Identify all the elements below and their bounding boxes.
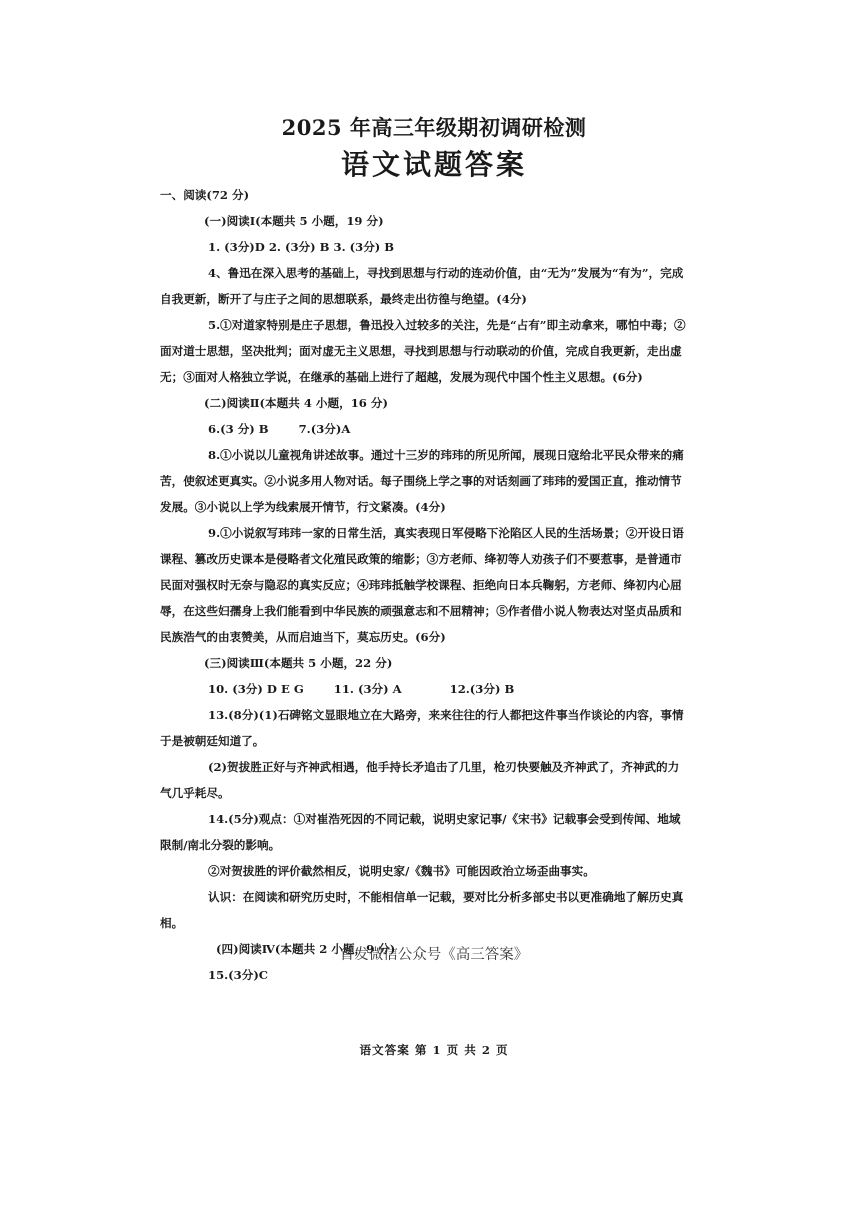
answer-q6: 6.(3 分) B xyxy=(208,422,269,436)
answer-q7: 7.(3分)A xyxy=(298,422,351,436)
exam-title: 2025 年高三年级期初调研检测 xyxy=(281,115,587,140)
answer-q12: 12.(3分) B xyxy=(449,682,515,696)
answer-body xyxy=(160,182,690,988)
page-footer: 语文答案 第 1 页 共 2 页 xyxy=(359,1043,509,1057)
answer-q9: 9.①小说叙写玮玮一家的日常生活，真实表现日军侵略下沦陷区人民的生活场景；②开设日语课程、篡改历史课本是侵略者文化殖民政策的缩影；③方老师、绛初等人劝孩子们不要惹事，是普通市民面对强权时无奈与隐忍的真实反应；④玮玮抵触学校课程、拒绝向日本兵鞠躬，方老师、绛初内心屈辱，在这些妇孺身上我们能看到中华民族的顽强意志和不屈精神；⑤作者借小说人物表达对坚贞品质和民族浩气的由衷赞美，从而启迪当下，莫忘历史。(6分) xyxy=(160,526,684,644)
answer-q10: 10. (3分) D E G xyxy=(208,682,304,696)
answer-q8: 8.①小说以儿童视角讲述故事。通过十三岁的玮玮的所见所闻，展现日寇给北平民众带来的痛苦，使叙述更真实。②小说多用人物对话。每子围绕上学之事的对话刻画了玮玮的爱国正直，推动情节发展。③小说以上学为线索展开情节，行文紧凑。(4分) xyxy=(160,448,684,514)
part-heading-4: (四)阅读Ⅳ(本题共 2 小题，9 分) xyxy=(216,942,396,956)
answer-q4: 4、鲁迅在深入思考的基础上，寻找到思想与行动的连动价值，由“无为”发展为“有为”，完成自我更新，断开了与庄子之间的思想联系，最终走出彷徨与绝望。(4分) xyxy=(160,266,684,306)
part-heading-2: (二)阅读Ⅱ(本题共 4 小题，16 分) xyxy=(204,396,388,410)
answer-q13-part2: (2)贺拔胜正好与齐神武相遇，他手持长矛追击了几里，枪刃快要触及齐神武了，齐神武的力气几乎耗尽。 xyxy=(160,760,680,800)
answers-10-12 xyxy=(160,676,690,702)
watermark-text: 首发微信公众号《高三答案》 xyxy=(339,947,529,963)
answer-q13-part1: 13.(8分)(1)石碑铭文显眼地立在大路旁，来来往往的行人都把这件事当作谈论的内容，事情于是被朝廷知道了。 xyxy=(160,708,684,748)
answer-q11: 11. (3分) A xyxy=(333,682,402,696)
answers-1-3: 1. (3分)D 2. (3分) B 3. (3分) B xyxy=(208,240,395,254)
part-heading-3: (三)阅读Ⅲ(本题共 5 小题，22 分) xyxy=(204,656,393,670)
section-heading-reading: 一、阅读(72 分) xyxy=(160,188,250,202)
part-heading-1: (一)阅读Ⅰ(本题共 5 小题，19 分) xyxy=(204,214,384,228)
document-title: 语文试题答案 xyxy=(340,148,527,181)
answer-q14-viewpoint1: 14.(5分)观点：①对崔浩死因的不同记载，说明史家记事/《宋书》记载事会受到传闻、地域限制/南北分裂的影响。 xyxy=(160,812,681,852)
answer-q14-viewpoint2: ②对贺拔胜的评价截然相反，说明史家/《魏书》可能因政治立场歪曲事实。 xyxy=(208,864,595,878)
answer-q5: 5.①对道家特别是庄子思想，鲁迅投入过较多的关注，先是“占有”即主动拿来，哪怕中毒；②面对道士思想，坚决批判；面对虚无主义思想，寻找到思想与行动联动的价值，完成自我更新，走出虚无；③面对人格独立学说，在继承的基础上进行了超越，发展为现代中国个性主义思想。(6分) xyxy=(160,318,686,384)
answers-6-7 xyxy=(160,416,690,442)
answer-q15: 15.(3分)C xyxy=(208,968,269,982)
answer-q14-conclusion: 认识：在阅读和研究历史时，不能相信单一记载，要对比分析多部史书以更准确地了解历史真相。 xyxy=(160,890,684,930)
